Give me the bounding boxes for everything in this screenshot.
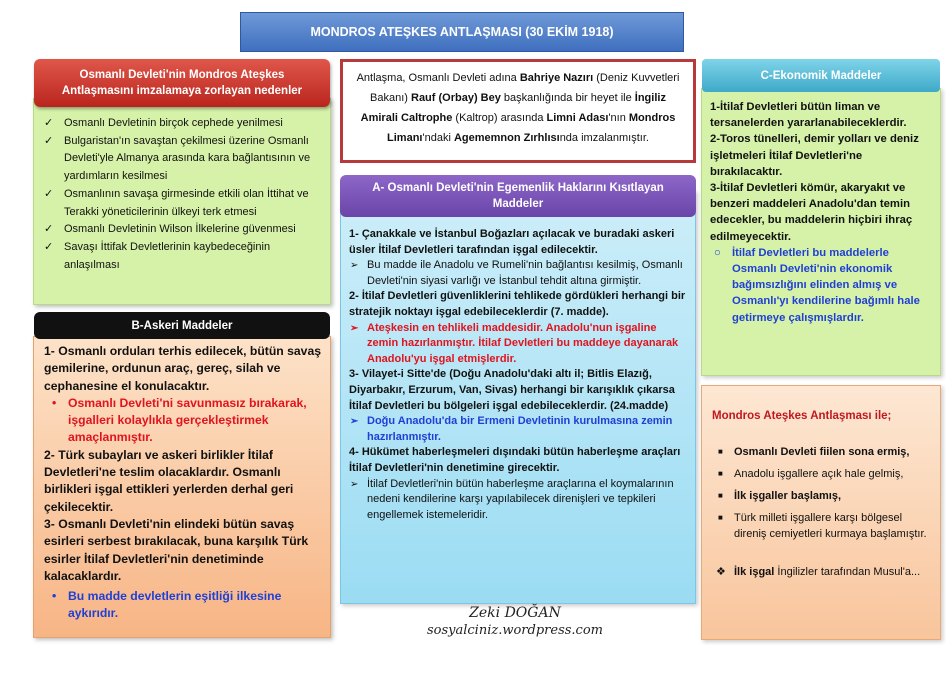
intro-text: 'ndaki <box>422 132 454 144</box>
intro-text: 'nın <box>608 112 629 124</box>
causes-heading: Osmanlı Devleti'nin Mondros Ateşkes Antlaşmasını imzalamaya zorlayan nedenler <box>34 59 330 107</box>
circle-bullet-icon: ○ <box>714 246 721 259</box>
page-title: MONDROS ATEŞKES ANTLAŞMASI (30 EKİM 1918) <box>240 12 684 52</box>
check-icon: ✓ <box>44 134 54 147</box>
economic-article-3: 3-İtilaf Devletleri kömür, akaryakıt ve benzeri maddeleri Anadolu'dan temin edecekler, bu maddelerin hiçbiri ihraç edilmeyecektir. <box>710 182 913 243</box>
military-article-1: 1- Osmanlı orduları terhis edilecek, bütün savaş gemilerine, ordunun araç, gereç, silah ve cephanesine el konulacaktır. <box>44 344 322 393</box>
military-article-3: 3- Osmanlı Devleti'nin elindeki bütün savaş esirleri serbest bırakılacak, buna karşılık Türk esirler İtilaf Devletleri'nin denetiminde kalacaklardır. <box>44 516 309 583</box>
intro-bold: Agememnon Zırhlısı <box>453 132 560 144</box>
author-name: Zeki DOĞAN <box>469 605 561 621</box>
check-icon: ✓ <box>44 223 54 236</box>
sovereignty-article-4: 4- Hükümet haberleşmeleri dışındaki bütün haberleşme araçları İtilaf Devletleri'nin denetimine girecektir. <box>349 446 681 474</box>
sovereignty-note-2: ➢ Ateşkesin en tehlikeli maddesidir. Anadolu'nun işgaline zemin hazırlanmıştır. İtilaf Devletleri bu maddeye dayanarak Anadolu'yu işgal etmişlerdir. <box>350 321 679 365</box>
arrow-icon: ➢ <box>350 416 359 428</box>
results-first-occupation <box>712 564 934 580</box>
list-item: ■ İlk işgaller başlamış, <box>718 490 842 502</box>
square-bullet-icon: ■ <box>718 469 723 478</box>
military-note-2: • Bu madde devletlerin eşitliği ilkesine aykırıdır. <box>52 589 282 621</box>
first-occupation-text: İngilizler tarafından Musul'a... <box>774 566 921 578</box>
intro-bold: Bahriye Nazırı <box>519 72 594 84</box>
bullet-icon: • <box>52 395 57 410</box>
square-bullet-icon: ■ <box>718 447 723 456</box>
sovereignty-article-1: 1- Çanakkale ve İstanbul Boğazları açılacak ve buradaki askeri üsler İtilaf Devletleri tarafından işgal edilecektir. <box>349 228 675 256</box>
sovereignty-article-2: 2- İtilaf Devletleri güvenliklerini tehlikede gördükleri herhangi bir stratejik noktayı işgal edebileceklerdir (7. madde). <box>349 290 686 318</box>
causes-list <box>34 99 330 274</box>
intro-bold: Mondros Limanı <box>387 112 676 144</box>
sovereignty-note-1: ➢ Bu madde ile Anadolu ve Rumeli'nin bağlantısı kesilmiş, Osmanlı Devleti'nin siyasi varlığı ve İstanbul tehdit altına girmiştir. <box>350 259 683 287</box>
list-item: ✓ Osmanlının savaşa girmesinde etkili olan İttihat ve Terakki yöneticilerinin ülkeyi terk etmesi <box>44 187 309 218</box>
intro-text: başkanlığında bir heyet ile <box>500 92 635 104</box>
economic-panel <box>701 88 941 376</box>
check-icon: ✓ <box>44 240 54 253</box>
military-article-2: 2- Türk subayları ve askeri birlikler İtilaf Devletleri'ne teslim olacaklardır. Osmanlı birlikleri işgal ettikleri yerlerden derhal geri çekilecektir. <box>44 447 294 514</box>
intro-text: Antlaşma, Osmanlı Devleti adına <box>356 72 520 84</box>
intro-text: (Kaltrop) arasında <box>452 112 547 124</box>
list-item: ✓ Osmanlı Devletinin birçok cephede yenilmesi <box>44 115 322 133</box>
economic-article-1: 1-İtilaf Devletleri bütün liman ve tersanelerden yararlanabileceklerdir. <box>710 101 907 130</box>
sovereignty-heading: A- Osmanlı Devleti'nin Egemenlik Haklarını Kısıtlayan Maddeler <box>340 175 696 217</box>
first-occupation-label: İlk işgal <box>734 566 775 578</box>
list-item: ■ Türk milleti işgallere karşı bölgesel direniş cemiyetleri kurmaya başlamıştır. <box>718 512 927 540</box>
intro-bold: Limni Adası <box>546 112 609 124</box>
military-note-1: • Osmanlı Devleti'ni savunmasız bırakarak, işgalleri kolaylıkla gerçekleştirmek amaçlanmıştır. <box>52 395 307 445</box>
check-icon: ✓ <box>44 187 54 200</box>
check-icon: ✓ <box>44 117 54 129</box>
arrow-icon: ➢ <box>350 478 359 490</box>
list-item: ✓ Bulgaristan'ın savaştan çekilmesi üzerine Osmanlı Devleti'yle Almanya arasında kara bağlantısının ve yardımların kesilmesi <box>44 134 311 183</box>
military-panel <box>33 336 331 638</box>
sovereignty-article-3: 3- Vilayet-i Sitte'de (Doğu Anadolu'daki altı il; Bitlis Elazığ, Diyarbakır, Erzurum, Van, Sivas) herhangi bir karışıklık çıkarsa İtilaf Devletleri bu bölgeleri işgal edebileceklerdir. (24.madde) <box>349 368 675 412</box>
square-bullet-icon: ■ <box>718 491 723 500</box>
intro-text: nda imzalanmıştır. <box>559 132 649 144</box>
intro-box <box>340 59 696 163</box>
results-panel <box>701 385 941 640</box>
list-item: ■ Anadolu işgallere açık hale gelmiş, <box>718 468 904 480</box>
economic-article-2: 2-Toros tünelleri, demir yolları ve deniz işletmeleri İtilaf Devletleri'ne bırakılacaktır. <box>710 133 919 178</box>
diamond-bullet-icon: ❖ <box>716 566 726 578</box>
sovereignty-note-4: ➢ İtilaf Devletleri'nin bütün haberleşme araçlarına el koymalarının nedeni kendilerine karşı yapılabilecek direnişleri ve tepkileri engellemek istemeleridir. <box>350 477 674 521</box>
arrow-icon: ➢ <box>350 260 359 272</box>
list-item: ✓ Osmanlı Devletinin Wilson İlkelerine güvenmesi <box>44 221 322 239</box>
intro-text: (Deniz Kuvvetleri Bakanı) <box>370 72 680 104</box>
causes-panel <box>33 98 331 305</box>
intro-bold: Rauf (Orbay) Bey <box>411 92 501 104</box>
economic-heading: C-Ekonomik Maddeler <box>702 59 940 92</box>
arrow-icon: ➢ <box>350 322 359 334</box>
square-bullet-icon: ■ <box>718 513 723 522</box>
list-item: ✓ Savaşı İttifak Devletlerinin kaybedeceğinin anlaşılması <box>44 240 271 271</box>
author-site: sosyalciniz.wordpress.com <box>426 623 603 638</box>
list-item: ■ Osmanlı Devleti fiilen sona ermiş, <box>718 446 910 458</box>
intro-bold: İngiliz Amirali Caltrophe <box>360 92 666 124</box>
sovereignty-note-3: ➢ Doğu Anadolu'da bir Ermeni Devletinin kurulmasına zemin hazırlanmıştır. <box>350 415 673 443</box>
bullet-icon: • <box>52 589 57 604</box>
results-title: Mondros Ateşkes Antlaşması ile; <box>712 410 892 422</box>
signature <box>400 605 630 639</box>
sovereignty-panel <box>340 190 696 604</box>
military-heading: B-Askeri Maddeler <box>34 312 330 339</box>
economic-note: ○ İtilaf Devletleri bu maddelerle Osmanlı Devleti'nin ekonomik bağımsızlığını elinden almış ve Osmanlı'yı kendilerine bağımlı hale getirmeye çalışmışlardır. <box>714 246 920 324</box>
